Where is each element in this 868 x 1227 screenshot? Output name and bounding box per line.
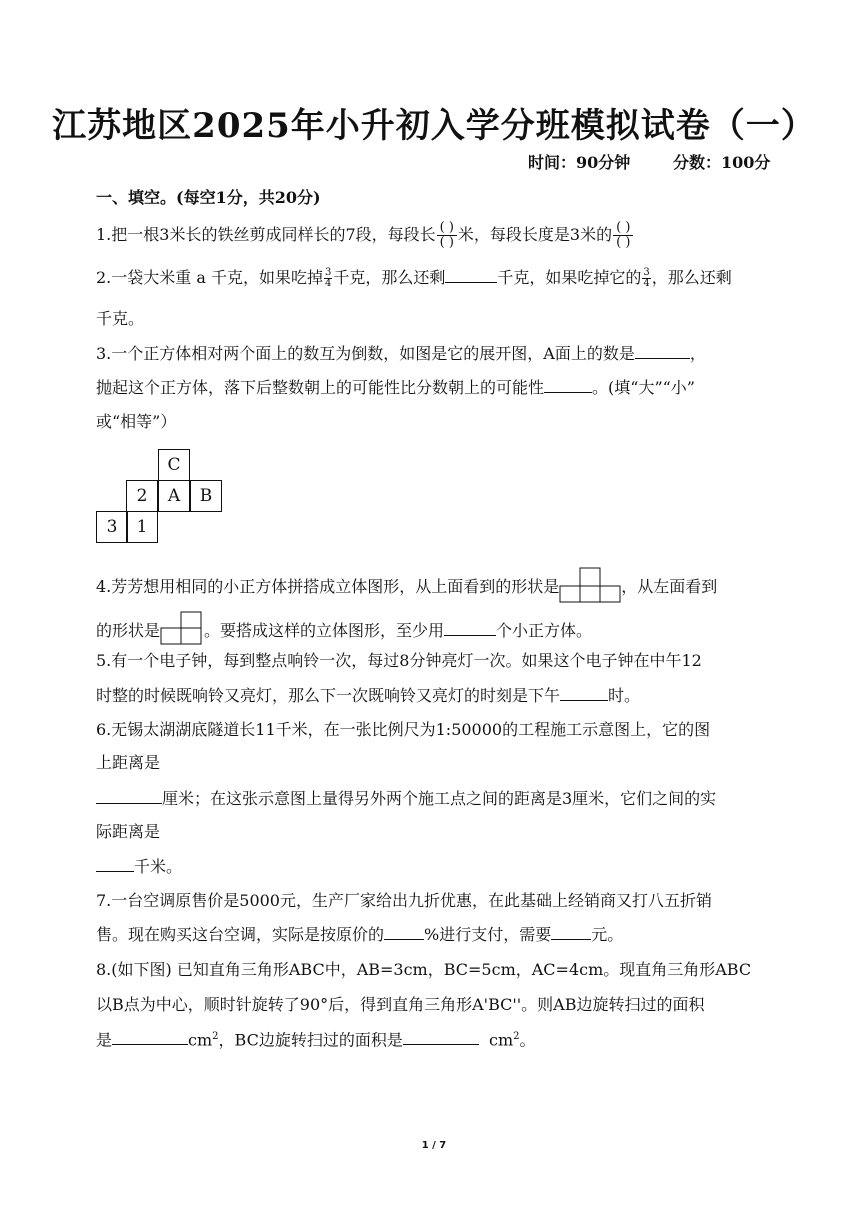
question-6-text-c: 厘米；在这张示意图上量得另外两个施工点之间的距离是3厘米，它们之间的实	[162, 789, 717, 808]
net-cell-3: 3	[96, 511, 128, 543]
question-4	[96, 566, 717, 604]
question-3-text-d: 。(填“大”“小”	[592, 378, 695, 397]
answer-blank[interactable]	[403, 1030, 479, 1045]
question-7-text-a: 售。现在购买这台空调，实际是按原价的	[96, 925, 385, 944]
net-cell-c: C	[158, 449, 190, 481]
question-4-text-c: 的形状是	[96, 621, 161, 640]
question-1	[96, 221, 634, 250]
answer-blank[interactable]	[635, 344, 690, 359]
question-2-text-d: ，那么还剩	[651, 268, 732, 287]
fraction-blank: $\frac{( )}{( )}$	[613, 221, 633, 250]
answer-blank[interactable]	[544, 378, 592, 393]
question-2-text-b: 千克，那么还剩	[333, 268, 446, 287]
exam-score: 分数：100分	[673, 153, 771, 172]
question-8-text-c: 。	[519, 1030, 536, 1050]
fraction-blank: $\frac{( )}{( )}$	[437, 221, 457, 250]
question-8-line-2: 以B点为中心，顺时针旋转了90°后，得到直角三角形A'BC''。则AB边旋转扫过的面积	[96, 995, 705, 1014]
answer-blank[interactable]	[560, 686, 608, 701]
left-view-figure	[160, 610, 204, 646]
superscript-2: 2	[513, 1031, 520, 1042]
question-2-text-c: 千克，如果吃掉它的	[497, 268, 642, 287]
question-7-text-b: %进行支付，需要	[424, 925, 552, 944]
question-8-line-3	[96, 1027, 536, 1050]
question-3	[96, 344, 706, 364]
page-title: 江苏地区2025年小升初入学分班模拟试卷（一）	[52, 106, 816, 146]
question-3-text-a: 3.一个正方体相对两个面上的数互为倒数，如图是它的展开图，A面上的数是	[96, 344, 635, 363]
answer-blank[interactable]	[96, 857, 134, 872]
question-8-text-b: ，BC边旋转扫过的面积是	[218, 1030, 403, 1050]
page-number: 1 / 7	[421, 1140, 447, 1151]
question-6: 6.无锡太湖湖底隧道长11千米，在一张比例尺为1:50000的工程施工示意图上，它的图	[96, 720, 711, 739]
question-6-line-2: 上距离是	[96, 753, 161, 772]
question-8: 8.(如下图) 已知直角三角形ABC中，AB=3cm，BC=5cm，AC=4cm。现直角三角形ABC	[96, 960, 752, 979]
top-view-figure	[559, 566, 621, 604]
answer-blank[interactable]	[445, 268, 497, 283]
section-heading: 一、填空。(每空1分，共20分)	[96, 188, 321, 207]
answer-blank[interactable]	[112, 1030, 188, 1045]
question-2-cont: 千克。	[96, 309, 145, 328]
superscript-2: 2	[212, 1031, 219, 1042]
question-2	[96, 268, 732, 289]
question-7-text-c: 元。	[591, 925, 624, 944]
question-5-text-b: 时。	[608, 686, 641, 705]
question-3-line-2	[96, 378, 695, 398]
unit-cm: cm	[188, 1030, 213, 1050]
answer-blank[interactable]	[384, 925, 424, 940]
question-2-text-a: 2.一袋大米重 a 千克，如果吃掉	[96, 268, 323, 287]
answer-blank[interactable]	[444, 621, 496, 636]
question-5-line-2	[96, 686, 640, 706]
question-6-line-5	[96, 857, 182, 877]
question-6-text-e: 千米。	[134, 857, 183, 876]
question-7-line-2	[96, 925, 623, 945]
question-6-line-4: 际距离是	[96, 822, 161, 841]
question-4-text-a: 4.芳芳想用相同的小正方体拼搭成立体图形，从上面看到的形状是	[96, 577, 560, 596]
question-1-text-b: 米，每段长度是3米的	[457, 225, 613, 244]
net-cell-1: 1	[126, 511, 158, 543]
question-6-line-3	[96, 789, 716, 809]
question-4-text-e: 个小正方体。	[496, 621, 593, 640]
answer-blank[interactable]	[96, 789, 162, 804]
fraction-three-quarters: $\frac{3}{4}$	[324, 267, 332, 289]
question-3-text-c: 抛起这个正方体，落下后整数朝上的可能性比分数朝上的可能性	[96, 378, 545, 397]
net-cell-a: A	[158, 480, 190, 512]
question-3-line-3: 或“相等”）	[96, 412, 177, 431]
answer-blank[interactable]	[551, 925, 591, 940]
question-7: 7.一台空调原售价是5000元，生产厂家给出九折优惠，在此基础上经销商又打八五折销	[96, 891, 712, 910]
question-4-line-2	[96, 610, 592, 646]
net-cell-b: B	[190, 480, 222, 512]
question-8-text-a: 是	[96, 1030, 113, 1050]
unit-cm: cm	[489, 1030, 514, 1050]
question-4-text-b: ，从左面看到	[621, 577, 718, 596]
net-cell-2: 2	[126, 480, 158, 512]
question-5-text-a: 时整的时候既响铃又亮灯，那么下一次既响铃又亮灯的时刻是下午	[96, 686, 561, 705]
exam-time: 时间：90分钟	[528, 153, 631, 172]
question-4-text-d: 。要搭成这样的立体图形，至少用	[204, 621, 445, 640]
fraction-three-quarters: $\frac{3}{4}$	[643, 267, 650, 289]
question-1-text-a: 1.把一根3米长的铁丝剪成同样长的7段，每段长	[96, 225, 436, 244]
question-3-text-b: ，	[689, 344, 706, 363]
question-5: 5.有一个电子钟，每到整点响铃一次，每过8分钟亮灯一次。如果这个电子钟在中午12	[96, 651, 702, 670]
